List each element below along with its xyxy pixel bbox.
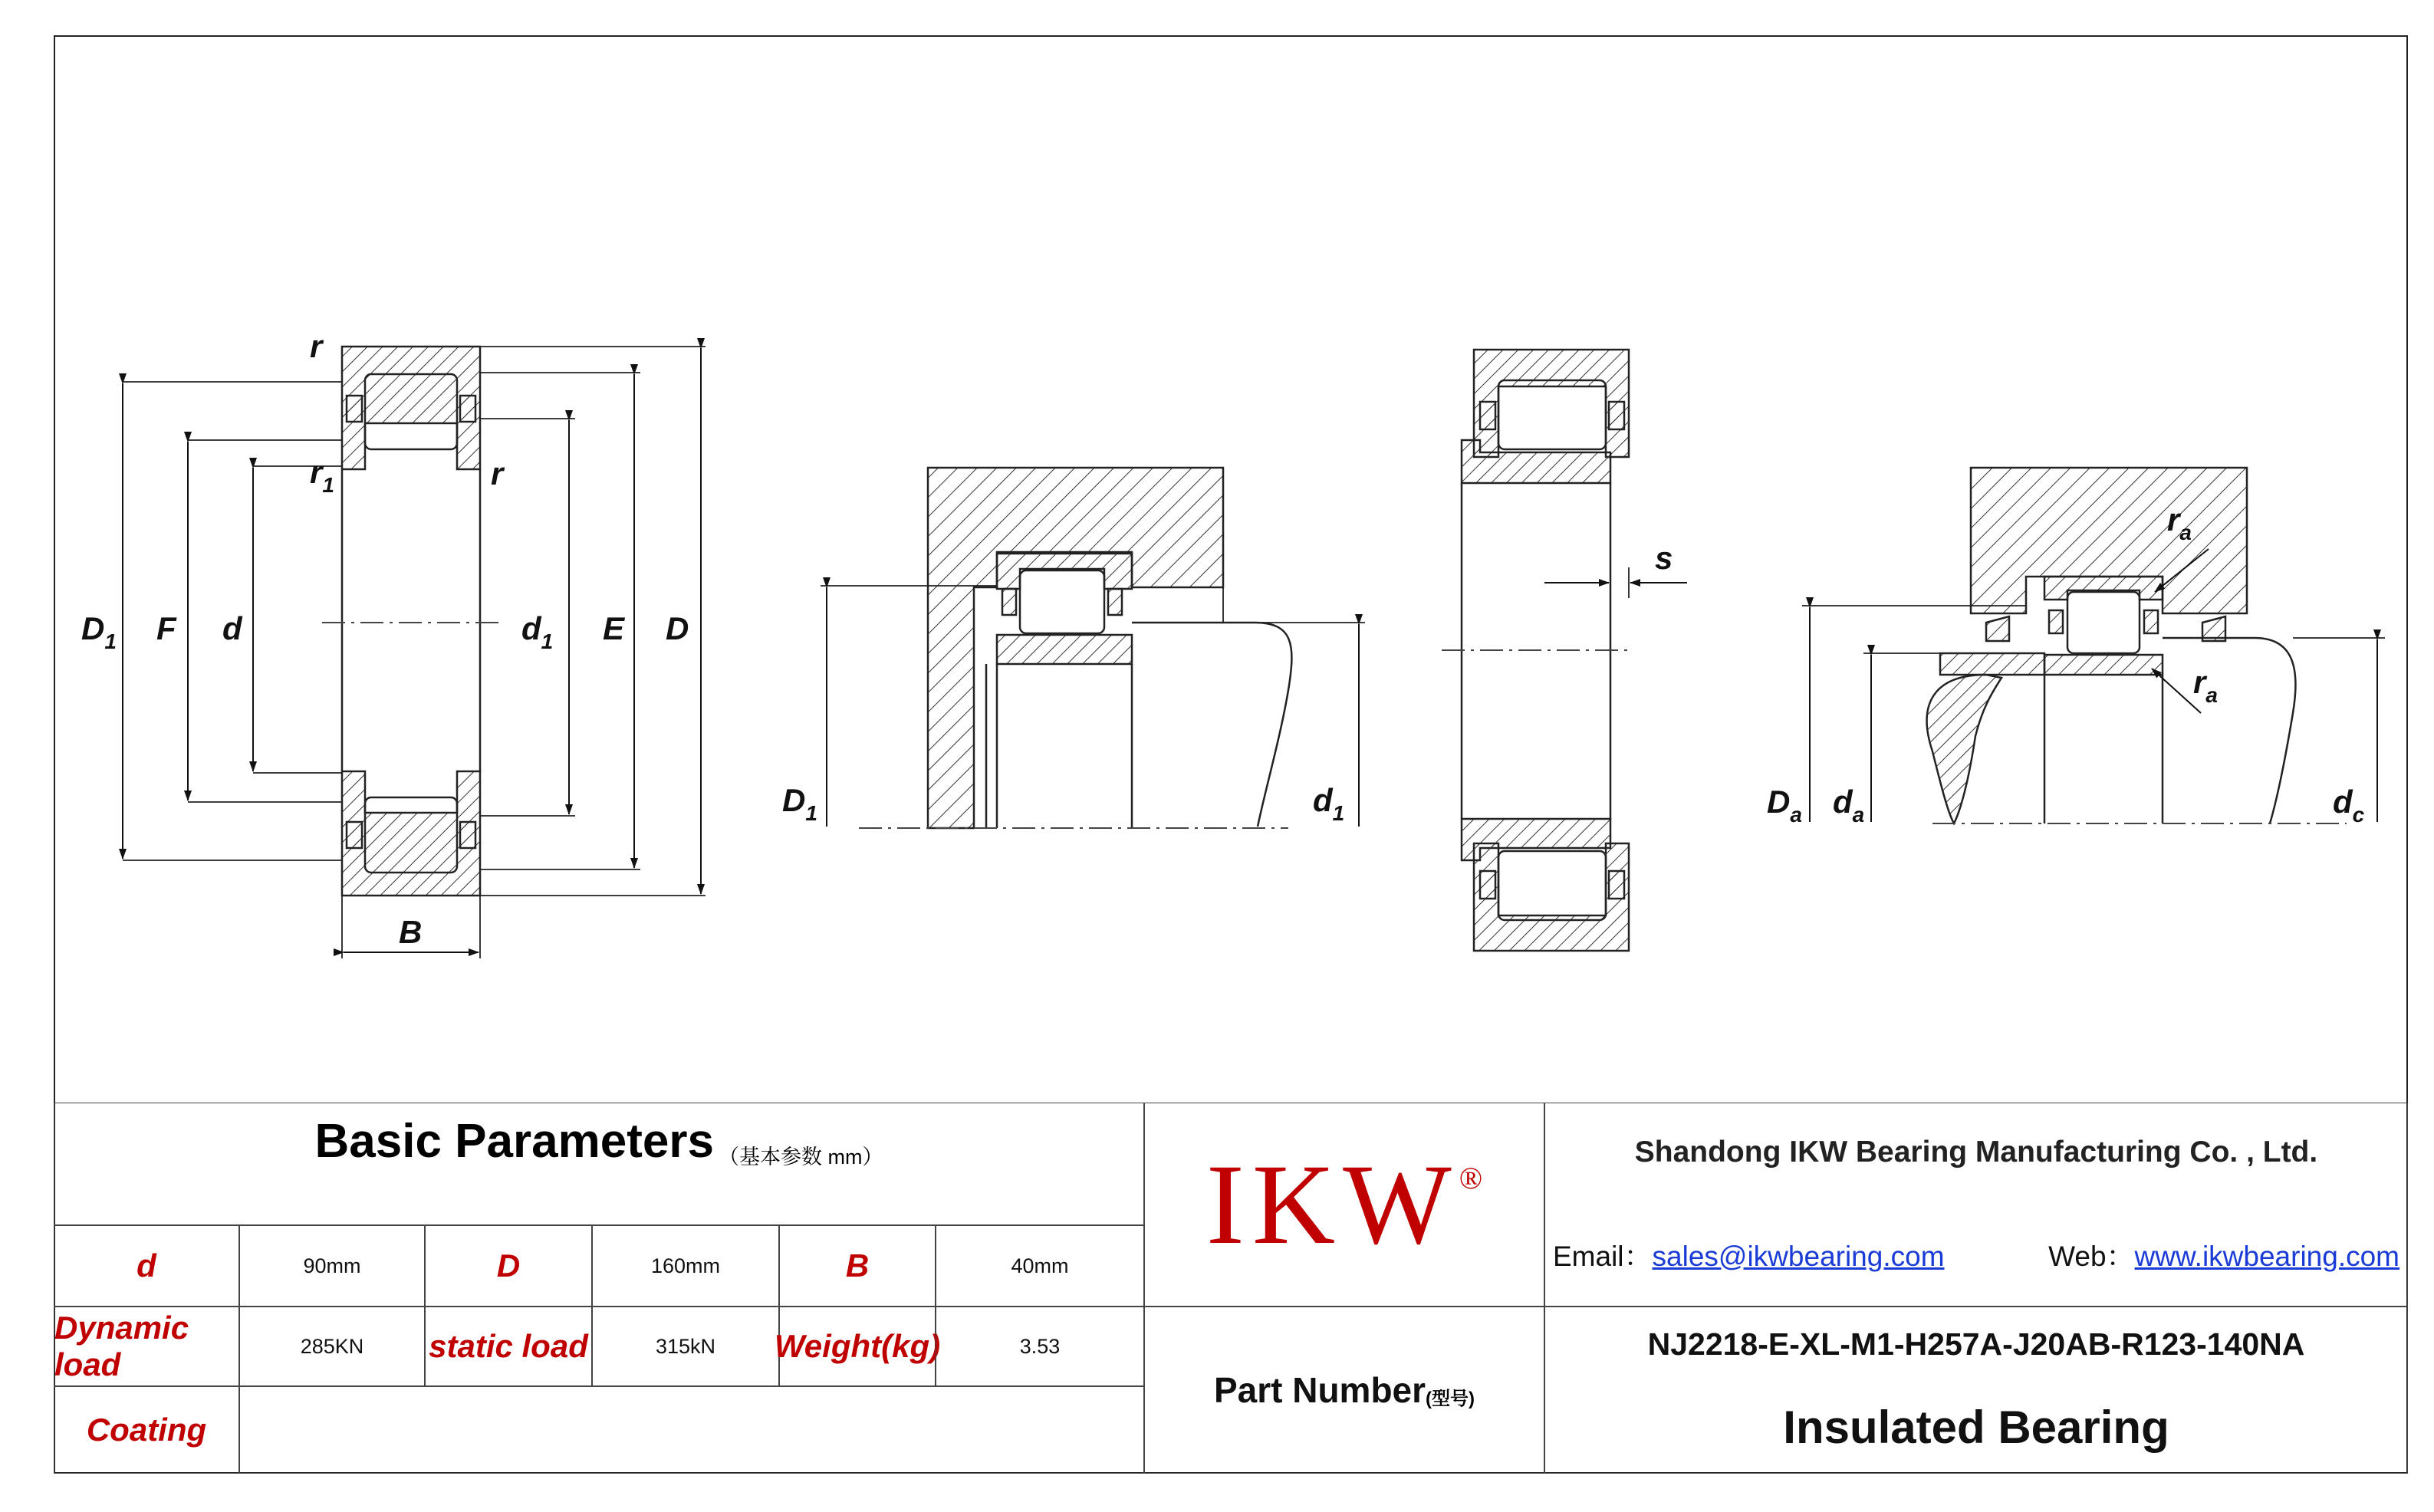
dim-D: D [666, 610, 689, 646]
label-B: B [779, 1225, 936, 1307]
radius-r1: $r_1$ [310, 454, 334, 497]
ikw-logo: IKW [1205, 1141, 1459, 1268]
registered-mark: ® [1459, 1160, 1483, 1195]
brand-logo-cell [1144, 1103, 1544, 1307]
company-cell [1544, 1103, 2408, 1307]
radius-r-top: r [310, 328, 323, 364]
value-B: 40mm [936, 1225, 1144, 1307]
basic-params-header [54, 1103, 1144, 1225]
company-name: Shandong IKW Bearing Manufacturing Co. , Ltd. [1634, 1135, 2318, 1169]
dim-d1: $d_1$ [521, 610, 554, 653]
value-coating [239, 1386, 1144, 1474]
view2-mounting [782, 468, 1365, 828]
label-static-load: static load [425, 1307, 592, 1386]
view3-axial-displacement [1442, 350, 1687, 951]
web-label: Web： [2048, 1240, 2135, 1272]
dim-B: B [399, 914, 423, 950]
view1-cross-section [81, 328, 706, 958]
value-dynamic-load: 285KN [239, 1307, 425, 1386]
dim-D1: $D_1$ [81, 610, 117, 653]
dim-F: F [156, 610, 176, 646]
value-static-load: 315kN [592, 1307, 779, 1386]
unit-note: （基本参数 mm） [718, 1146, 883, 1169]
part-number-label-cell [1144, 1307, 1544, 1474]
radius-ra-top: $r_a$ [2167, 501, 2192, 544]
dim-da: $d_a$ [1833, 784, 1865, 827]
part-number-label: Part Number [1213, 1370, 1426, 1410]
radius-ra-bottom: $r_a$ [2193, 664, 2218, 707]
basic-params-title: Basic Parameters [314, 1115, 714, 1168]
value-d: 90mm [239, 1225, 425, 1307]
value-weight: 3.53 [936, 1307, 1144, 1386]
part-number-value: NJ2218-E-XL-M1-H257A-J20AB-R123-140NA [1647, 1326, 2305, 1362]
dim-view2-D1: $D_1$ [782, 782, 817, 825]
radius-r-right: r [491, 455, 504, 491]
web-link[interactable]: www.ikwbearing.com [2134, 1240, 2399, 1272]
email-label: Email： [1553, 1240, 1653, 1272]
view4-abutment [1767, 468, 2385, 827]
dim-Da: $D_a$ [1767, 784, 1802, 827]
part-number-label-cn: (型号) [1426, 1388, 1475, 1409]
email-link[interactable]: sales@ikwbearing.com [1652, 1240, 1945, 1272]
title-block [54, 1103, 2408, 1474]
dim-s: s [1655, 540, 1673, 576]
label-weight: Weight(kg) [779, 1307, 936, 1386]
dim-d: d [222, 610, 242, 646]
label-D: D [425, 1225, 592, 1307]
label-coating: Coating [54, 1386, 239, 1474]
dim-dc: $d_c$ [2333, 784, 2365, 827]
label-d: d [54, 1225, 239, 1307]
contact-row [1545, 1233, 2407, 1274]
dim-view2-d1: $d_1$ [1313, 782, 1345, 825]
bearing-type: Insulated Bearing [1783, 1402, 2169, 1453]
dim-E: E [603, 610, 625, 646]
value-D: 160mm [592, 1225, 779, 1307]
label-dynamic-load: Dynamic load [54, 1307, 239, 1386]
part-number-cell [1544, 1307, 2408, 1474]
